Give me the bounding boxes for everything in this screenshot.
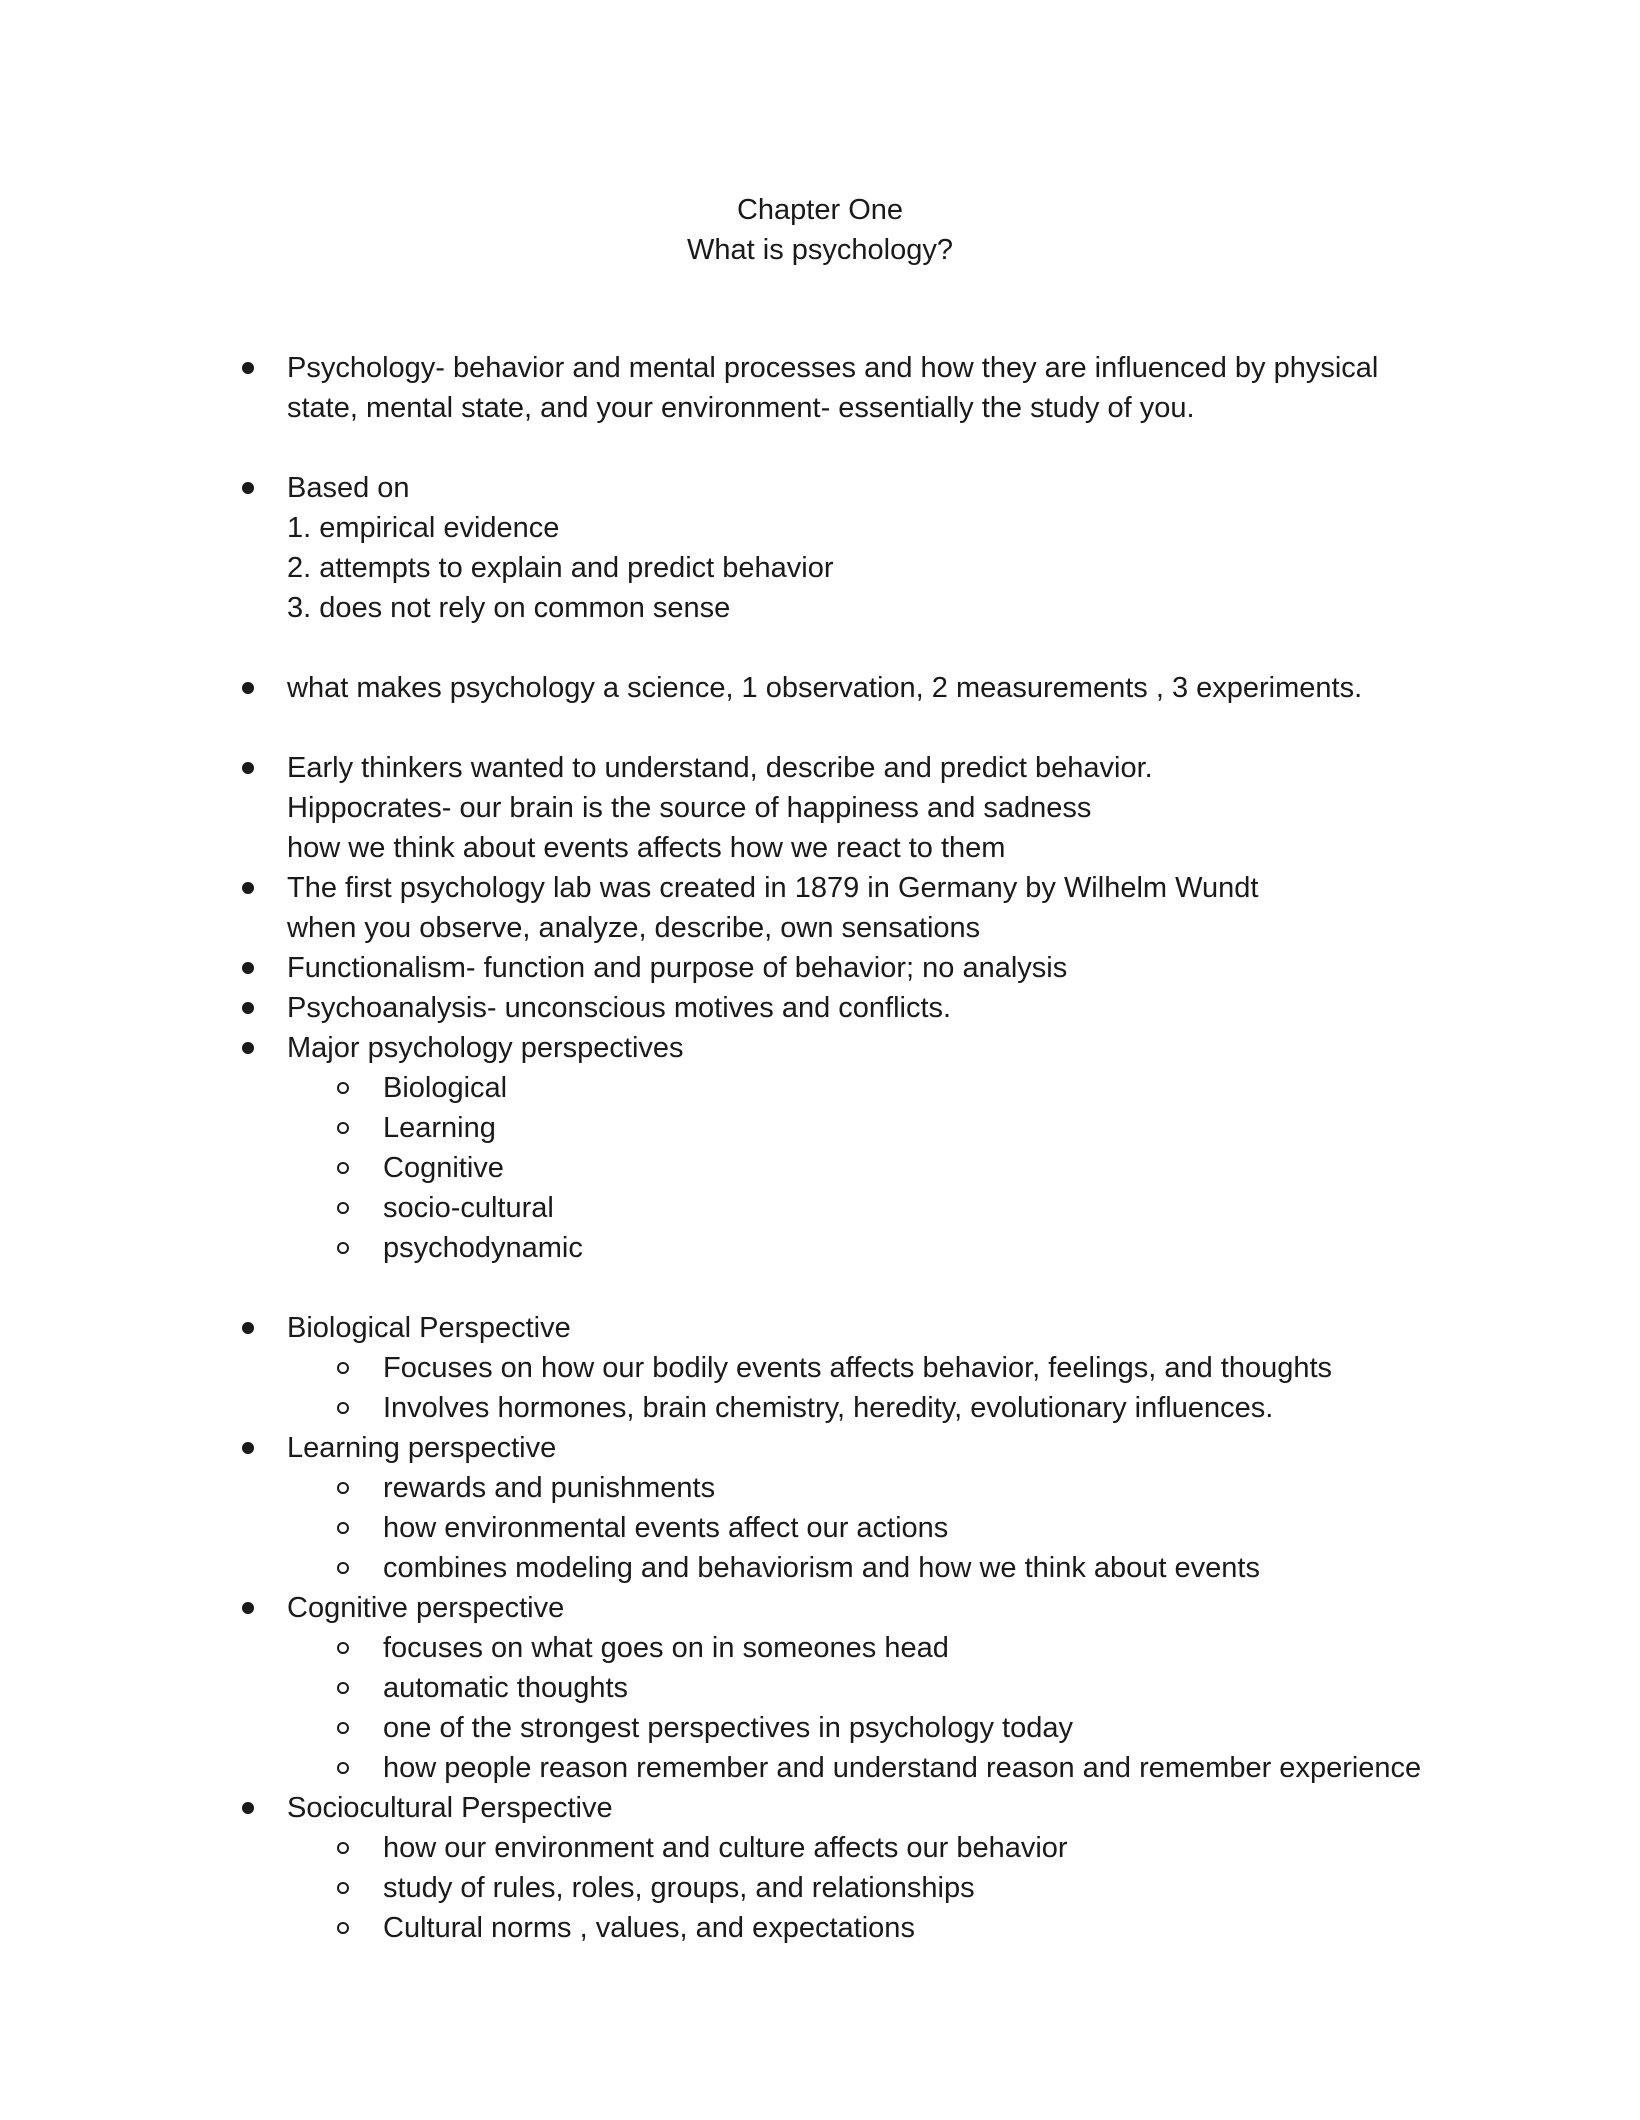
list-item: what makes psychology a science, 1 observation, 2 measurements , 3 experiments. [287, 672, 1363, 704]
bullet-dot [242, 1002, 254, 1014]
sub-list-item: one of the strongest perspectives in psychology today [383, 1712, 1073, 1744]
sub-list-item: how our environment and culture affects our behavior [383, 1832, 1068, 1864]
numbered-item: 3. does not rely on common sense [287, 592, 731, 624]
list-item: Psychology- behavior and mental processes and how they are influenced by physical [287, 352, 1379, 384]
bullet-dot [242, 682, 254, 694]
bullet-circle [337, 1842, 349, 1854]
sub-list-item: combines modeling and behaviorism and how we think about events [383, 1552, 1260, 1584]
list-item: Sociocultural Perspective [287, 1792, 613, 1824]
bullet-circle [337, 1682, 349, 1694]
bullet-circle [337, 1722, 349, 1734]
bullet-circle [337, 1122, 349, 1134]
bullet-dot [242, 1042, 254, 1054]
sub-list-item: Focuses on how our bodily events affects behavior, feelings, and thoughts [383, 1352, 1333, 1384]
sub-list-item: automatic thoughts [383, 1672, 629, 1704]
sub-list-item: study of rules, roles, groups, and relationships [383, 1872, 975, 1904]
sub-list-item: how people reason remember and understand reason and remember experience [383, 1752, 1422, 1784]
list-item: Major psychology perspectives [287, 1032, 684, 1064]
numbered-item: 2. attempts to explain and predict behavior [287, 552, 834, 584]
sub-list-item: socio-cultural [383, 1192, 554, 1224]
bullet-dot [242, 362, 254, 374]
list-item: Cognitive perspective [287, 1592, 565, 1624]
bullet-circle [337, 1642, 349, 1654]
list-item-continuation: Hippocrates- our brain is the source of happiness and sadness [287, 792, 1092, 824]
bullet-circle [337, 1242, 349, 1254]
sub-list-item: focuses on what goes on in someones head [383, 1632, 949, 1664]
bullet-circle [337, 1082, 349, 1094]
bullet-dot [242, 1322, 254, 1334]
title-block [0, 190, 1640, 270]
bullet-circle [337, 1362, 349, 1374]
list-item: Psychoanalysis- unconscious motives and conflicts. [287, 992, 952, 1024]
numbered-item: 1. empirical evidence [287, 512, 560, 544]
bullet-circle [337, 1562, 349, 1574]
sub-list-item: rewards and punishments [383, 1472, 716, 1504]
bullet-dot [242, 1602, 254, 1614]
list-item: Biological Perspective [287, 1312, 571, 1344]
sub-list-item: how environmental events affect our actions [383, 1512, 949, 1544]
bullet-circle [337, 1402, 349, 1414]
list-item-continuation: state, mental state, and your environment- essentially the study of you. [287, 392, 1195, 424]
chapter-heading: Chapter One [736, 194, 904, 226]
sub-list-item: psychodynamic [383, 1232, 583, 1264]
bullet-circle [337, 1882, 349, 1894]
sub-list-item: Cognitive [383, 1152, 504, 1184]
list-item: Based on [287, 472, 410, 504]
bullet-circle [337, 1202, 349, 1214]
list-item-continuation: how we think about events affects how we react to them [287, 832, 1006, 864]
bullet-dot [242, 1442, 254, 1454]
bullet-dot [242, 962, 254, 974]
bullet-circle [337, 1922, 349, 1934]
bullet-dot [242, 882, 254, 894]
sub-list-item: Biological [383, 1072, 508, 1104]
list-item: Learning perspective [287, 1432, 557, 1464]
bullet-circle [337, 1162, 349, 1174]
page-title: What is psychology? [687, 234, 953, 266]
bullet-dot [242, 1802, 254, 1814]
bullet-dot [242, 762, 254, 774]
bullet-dot [242, 482, 254, 494]
bullet-circle [337, 1482, 349, 1494]
bullet-circle [337, 1762, 349, 1774]
list-item: The first psychology lab was created in 1879 in Germany by Wilhelm Wundt [287, 872, 1259, 904]
list-item: Functionalism- function and purpose of behavior; no analysis [287, 952, 1068, 984]
list-item: Early thinkers wanted to understand, describe and predict behavior. [287, 752, 1153, 784]
sub-list-item: Involves hormones, brain chemistry, heredity, evolutionary influences. [383, 1392, 1274, 1424]
sub-list-item: Learning [383, 1112, 496, 1144]
list-item-continuation: when you observe, analyze, describe, own sensations [287, 912, 981, 944]
sub-list-item: Cultural norms , values, and expectations [383, 1912, 915, 1944]
bullet-circle [337, 1522, 349, 1534]
